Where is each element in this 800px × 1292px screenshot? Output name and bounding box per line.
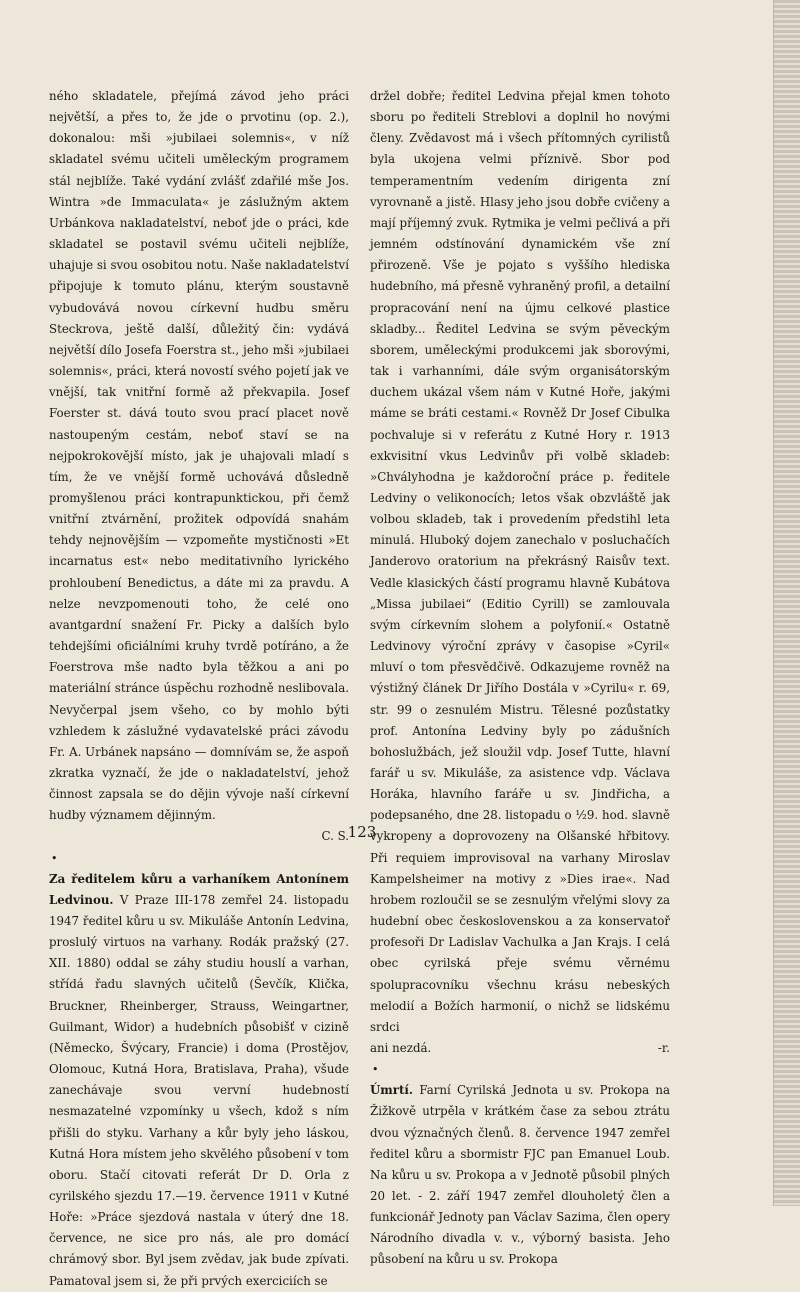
article-heading: Za ředitelem kůru a varhaníkem Antonínem Ledvinou. <box>49 871 349 907</box>
paragraph-text: ného skladatele, přejímá závod jeho práci největší, a přes to, že jde o prvotinu (op. 2.), dokonalou: mši »jubilaei solemnis«, v níž skladatel svému učiteli uměleckým programem stál nejblíže. Také vydání zvlášť zdařilé mše Jos. Wintra »de Immaculata« je záslužným aktem Urbánkova nakladatelství, neboť jde o práci, kde skladatel se postavil svému učiteli nejblíže, uhajuje si svou osobitou notu. Naše nakladatelství připojuje k tomuto plánu, kterým soustavně vybudovává novou církevní hudbu směru Steckrova, ještě další, důležitý čin: vydává největší dílo Josefa Foerstra st., jeho mši »jubilaei solemnis«, práci, která novostí svého pojetí jak ve vnější, tak vnitřní formě až překvapila. Josef Foerster st. dává touto svou prací placet nově nastoupeným cestám, neboť staví se na nejpokrokovější místo, jak je uhajovali mladí s tím, že ve vnější formě uchovává důsledně promyšlenou práci kontrapunktickou, při čemž vnitřní ztvárnění, prožitek odpovídá snahám tehdy nejnovějším — vzpomeňte mystičnosti »Et incarnatus est« nebo meditativního lyrického prohloubení Benedictus, a dáte mi za pravdu. A nelze nevzpomenouti toho, že celé ono avantgardní snažení Fr. Picky a dalších bylo tehdejšími oficiálními kruhy tvrdě potíráno, a že Foerstrova mše nadto byla těžkou a ani po materiální stránce úspěchu rozhodně neslibovala. Nevyčerpal jsem všeho, co by mohlo býti vzhledem k záslužné vydavatelské práci závodu Fr. A. Urbánek napsáno — domnívám se, že aspoň zkratka vyznačí, že jde o nakladatelství, jehož činnost zapsala se do dějin vývoje naší církevní hudby významem dějinným. <box>49 89 349 823</box>
right-column <box>370 86 670 1271</box>
section-divider: • <box>372 1063 379 1077</box>
article-foerster-paragraph <box>49 86 349 848</box>
signed-line <box>370 1038 670 1059</box>
paragraph-text: Farní Cyrilská Jednota u sv. Prokopa na Žižkově utrpěla v krátkém čase za sebou ztrátu dvou význačných členů. 8. července 1947 zemřel ředitel kůru a sbormistr FJC pan Emanuel Loub. Na kůru u sv. Prokopa a v Jednotě působil plných 20 let. - 2. září 1947 zemřel dlouholetý člen a funkcionář Jednoty pan Václav Sazima, člen opery Národního divadla v. v., výborný basista. Jeho působení na kůru u sv. Prokopa <box>370 1083 671 1267</box>
article-ledvina-paragraph <box>49 869 349 1292</box>
closing-text: ani nezdá. <box>370 1041 432 1056</box>
section-divider: • <box>51 851 58 865</box>
article-ledvina-continuation <box>370 86 670 1038</box>
author-signature: -r. <box>657 1041 670 1056</box>
paragraph-text: držel dobře; ředitel Ledvina přejal kmen tohoto sboru po řediteli Streblovi a doplnil ho novými členy. Zvědavost má i všech přítomných cyrilistů byla ukojena velmi příznivě. Sbor pod temperamentním vedením dirigenta zní vyrovnaně a jistě. Hlasy jeho jsou dobře cvičeny a mají příjemný zvuk. Rytmika je velmi pečlivá a při jemném odstínování dynamickém vše zní přirozeně. Vše je pojato s vyššího hlediska hudebního, má přesně vyhraněný profil, a detailní propracování není na újmu celkové plastice skladby... Ředitel Ledvina se svým pěveckým sborem, uměleckými produkcemi jak sborovými, tak i varhanními, dále svým organisátorským duchem ukázal všem nám v Kutné Hoře, jakými máme se bráti cestami.« Rovněž Dr Josef Cibulka pochvaluje si v referátu z Kutné Hory r. 1913 exkvisitní vkus Ledvinův při volbě skladeb: »Chvályhodna je každoroční práce p. ředitele Ledviny o velikonocích; letos však obzvláště jak volbou skladeb, tak i provedením předstihl leta minulá. Hluboký dojem zanechalo v posluchačích Janderovo oratorium na překrásný Raisův text. Vedle klasických částí programu hlavně Kubátova „Missa jubilaei“ (Editio Cyrill) se zamlouvala svým církevním slohem a polyfonií.« Ostatně Ledvinovy výroční zprávy v časopise »Cyril« mluví o tom přesvědčivě. Odkazujeme rovněž na výstižný článek Dr Jiřího Dostála v »Cyrilu« r. 69, str. 99 o zesnulém Mistru. Tělesné pozůstatky prof. Antonína Ledviny byly po zádušních bohoslužbách, jež sloužil vdp. Josef Tutte, hlavní farář u sv. Mikuláše, za asistence vdp. Václava Horáka, hlavního faráře u sv. Jindřicha, a podepsaného, dne 28. listopadu o ½9. hod. slavně vykropeny a doprovozeny na Olšanské hřbitovy. Při requiem improvisoval na varhany Miroslav Kampelsheimer na motivy z »Dies irae«. Nad hrobem rozloučil se se zesnulým vřelými slovy za hudební obec československou a za konservatoř profesoři Dr Ladislav Vachulka a Jan Krajs. I celá obec cyrilská přeje svému věrnému spolupracovníku všechnu krásu nebeských melodií a Božích harmonií, o nichž se lidskému srdci <box>370 89 670 1034</box>
article-heading: Úmrtí. <box>370 1083 414 1098</box>
author-signature: C. S. <box>321 829 349 844</box>
article-umrti-paragraph <box>370 1080 670 1270</box>
left-column <box>49 86 349 1292</box>
paragraph-text: V Praze III-178 zemřel 24. listopadu 1947 ředitel kůru u sv. Mikuláše Antonín Ledvina, proslulý virtuos na varhany. Rodák pražský (27. XII. 1880) oddal se záhy studiu houslí a varhan, střídá řadu slavných učitelů (Ševčík, Klička, Bruckner, Rheinberger, Strauss, Weingartner, Guilmant, Widor) a hudebních působišť v cizině (Německo, Švýcary, Francie) i doma (Prostějov, Olomouc, Kutná Hora, Bratislava, Praha), všude zanechávaje svou vervní hudebností nesmazatelné vzpomínky u všech, kdož s ním přišli do styku. Varhany a kůr byly jeho láskou, Kutná Hora místem jeho skvělého působení v tom oboru. Stačí citovati referát Dr D. Orla z cyrilského sjezdu 17.—19. července 1911 v Kutné Hoře: »Práce sjezdová nastala v úterý dne 18. července, ne sice pro nás, ale pro domácí chrámový sbor. Byl jsem zvědav, jak bude zpívati. Pamatoval jsem si, že při prvých exerciciích se <box>49 892 349 1288</box>
page-number: 123 <box>347 823 377 841</box>
binding-strip <box>773 0 800 1206</box>
